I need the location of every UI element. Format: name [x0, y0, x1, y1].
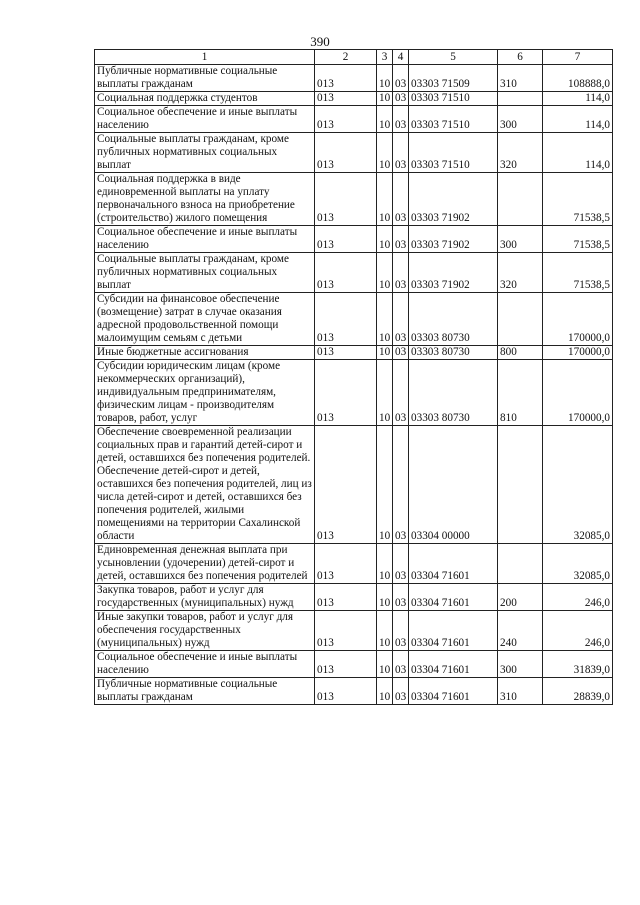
row-amount: 32085,0 — [543, 544, 613, 584]
row-ministry-code: 013 — [315, 426, 377, 544]
row-name: Иные закупки товаров, работ и услуг для обеспечения государственных (муниципальных) нужд — [95, 611, 315, 651]
table-row — [95, 611, 613, 651]
column-header-ministry: 2 — [315, 50, 377, 65]
row-expense-type-code: 310 — [498, 65, 543, 92]
row-section-code: 10 — [377, 651, 393, 678]
row-subsection-code: 03 — [393, 65, 409, 92]
row-expense-type-code — [498, 544, 543, 584]
row-name: Закупка товаров, работ и услуг для государственных (муниципальных) нужд — [95, 584, 315, 611]
row-section-code: 10 — [377, 360, 393, 426]
row-amount: 170000,0 — [543, 346, 613, 360]
row-expense-type-code — [498, 426, 543, 544]
row-target-code: 03304 71601 — [409, 544, 498, 584]
row-subsection-code: 03 — [393, 651, 409, 678]
column-header-name: 1 — [95, 50, 315, 65]
row-section-code: 10 — [377, 65, 393, 92]
row-section-code: 10 — [377, 133, 393, 173]
row-ministry-code: 013 — [315, 226, 377, 253]
row-amount: 114,0 — [543, 106, 613, 133]
row-name: Социальное обеспечение и иные выплаты населению — [95, 106, 315, 133]
row-amount: 71538,5 — [543, 173, 613, 226]
row-section-code: 10 — [377, 106, 393, 133]
row-subsection-code: 03 — [393, 92, 409, 106]
column-header-target: 5 — [409, 50, 498, 65]
row-section-code: 10 — [377, 173, 393, 226]
row-ministry-code: 013 — [315, 678, 377, 705]
page-number: 390 — [310, 34, 330, 49]
table-row — [95, 360, 613, 426]
row-target-code: 03303 71902 — [409, 253, 498, 293]
column-header-subsection: 4 — [393, 50, 409, 65]
row-amount: 28839,0 — [543, 678, 613, 705]
row-ministry-code: 013 — [315, 611, 377, 651]
row-amount: 108888,0 — [543, 65, 613, 92]
row-target-code: 03304 71601 — [409, 611, 498, 651]
table-row — [95, 651, 613, 678]
column-header-amount: 7 — [543, 50, 613, 65]
table-body — [95, 65, 613, 705]
row-target-code: 03303 80730 — [409, 360, 498, 426]
table-row — [95, 293, 613, 346]
row-subsection-code: 03 — [393, 544, 409, 584]
row-name: Иные бюджетные ассигнования — [95, 346, 315, 360]
row-subsection-code: 03 — [393, 106, 409, 133]
row-amount: 71538,5 — [543, 253, 613, 293]
row-expense-type-code: 320 — [498, 253, 543, 293]
table-row — [95, 133, 613, 173]
row-name: Социальное обеспечение и иные выплаты населению — [95, 226, 315, 253]
row-section-code: 10 — [377, 544, 393, 584]
row-ministry-code: 013 — [315, 346, 377, 360]
row-name: Обеспечение своевременной реализации социальных прав и гарантий детей-сирот и детей, оставшихся без попечения родителей. Обеспечение детей-сирот и детей, оставшихся без попечения родителей, лиц из числа детей-сирот и детей, оставшихся без попечения родителей, жилыми помещениями на территории Сахалинской области — [95, 426, 315, 544]
row-amount: 114,0 — [543, 92, 613, 106]
budget-table — [94, 49, 613, 705]
table-row — [95, 173, 613, 226]
row-target-code: 03303 71902 — [409, 173, 498, 226]
row-target-code: 03304 71601 — [409, 651, 498, 678]
row-amount: 114,0 — [543, 133, 613, 173]
row-ministry-code: 013 — [315, 544, 377, 584]
row-section-code: 10 — [377, 293, 393, 346]
row-subsection-code: 03 — [393, 173, 409, 226]
row-amount: 32085,0 — [543, 426, 613, 544]
table-row — [95, 253, 613, 293]
row-target-code: 03304 00000 — [409, 426, 498, 544]
row-name: Социальные выплаты гражданам, кроме публичных нормативных социальных выплат — [95, 133, 315, 173]
row-ministry-code: 013 — [315, 651, 377, 678]
row-section-code: 10 — [377, 226, 393, 253]
row-expense-type-code: 310 — [498, 678, 543, 705]
row-name: Социальная поддержка в виде единовременной выплаты на уплату первоначального взноса на приобретение (строительство) жилого помещения — [95, 173, 315, 226]
row-target-code: 03303 71902 — [409, 226, 498, 253]
row-subsection-code: 03 — [393, 360, 409, 426]
row-subsection-code: 03 — [393, 611, 409, 651]
row-amount: 170000,0 — [543, 293, 613, 346]
row-ministry-code: 013 — [315, 584, 377, 611]
row-subsection-code: 03 — [393, 133, 409, 173]
row-name: Публичные нормативные социальные выплаты гражданам — [95, 65, 315, 92]
row-ministry-code: 013 — [315, 173, 377, 226]
row-expense-type-code: 320 — [498, 133, 543, 173]
row-ministry-code: 013 — [315, 92, 377, 106]
row-section-code: 10 — [377, 678, 393, 705]
row-expense-type-code: 300 — [498, 651, 543, 678]
row-amount: 71538,5 — [543, 226, 613, 253]
row-subsection-code: 03 — [393, 584, 409, 611]
row-section-code: 10 — [377, 611, 393, 651]
row-ministry-code: 013 — [315, 360, 377, 426]
table-row — [95, 65, 613, 92]
row-name: Социальные выплаты гражданам, кроме публичных нормативных социальных выплат — [95, 253, 315, 293]
row-name: Субсидии на финансовое обеспечение (возмещение) затрат в случае оказания адресной продовольственной помощи малоимущим семьям с детьми — [95, 293, 315, 346]
row-expense-type-code — [498, 173, 543, 226]
row-subsection-code: 03 — [393, 226, 409, 253]
row-subsection-code: 03 — [393, 346, 409, 360]
row-expense-type-code: 800 — [498, 346, 543, 360]
row-target-code: 03303 71510 — [409, 133, 498, 173]
row-amount: 31839,0 — [543, 651, 613, 678]
row-target-code: 03304 71601 — [409, 584, 498, 611]
row-expense-type-code — [498, 92, 543, 106]
row-expense-type-code — [498, 293, 543, 346]
table-row — [95, 92, 613, 106]
row-expense-type-code: 810 — [498, 360, 543, 426]
row-ministry-code: 013 — [315, 293, 377, 346]
row-target-code: 03303 80730 — [409, 346, 498, 360]
row-amount: 246,0 — [543, 611, 613, 651]
row-section-code: 10 — [377, 253, 393, 293]
row-amount: 170000,0 — [543, 360, 613, 426]
row-section-code: 10 — [377, 584, 393, 611]
row-ministry-code: 013 — [315, 65, 377, 92]
table-row — [95, 106, 613, 133]
row-target-code: 03303 71509 — [409, 65, 498, 92]
row-ministry-code: 013 — [315, 133, 377, 173]
row-amount: 246,0 — [543, 584, 613, 611]
row-subsection-code: 03 — [393, 426, 409, 544]
row-subsection-code: 03 — [393, 293, 409, 346]
row-expense-type-code: 300 — [498, 226, 543, 253]
row-name: Субсидии юридическим лицам (кроме некоммерческих организаций), индивидуальным предпринимателям, физическим лицам - производителям товаров, работ, услуг — [95, 360, 315, 426]
table-row — [95, 426, 613, 544]
row-target-code: 03303 80730 — [409, 293, 498, 346]
row-expense-type-code: 240 — [498, 611, 543, 651]
row-name: Публичные нормативные социальные выплаты гражданам — [95, 678, 315, 705]
table-row — [95, 678, 613, 705]
table-row — [95, 226, 613, 253]
row-name: Единовременная денежная выплата при усыновлении (удочерении) детей-сирот и детей, оставшихся без попечения родителей — [95, 544, 315, 584]
row-name: Социальная поддержка студентов — [95, 92, 315, 106]
table-row — [95, 584, 613, 611]
row-section-code: 10 — [377, 346, 393, 360]
row-subsection-code: 03 — [393, 678, 409, 705]
row-ministry-code: 013 — [315, 106, 377, 133]
row-section-code: 10 — [377, 92, 393, 106]
row-expense-type-code: 200 — [498, 584, 543, 611]
row-target-code: 03304 71601 — [409, 678, 498, 705]
table-row — [95, 544, 613, 584]
row-target-code: 03303 71510 — [409, 106, 498, 133]
table-row — [95, 346, 613, 360]
row-target-code: 03303 71510 — [409, 92, 498, 106]
table-header-row — [95, 50, 613, 65]
row-name: Социальное обеспечение и иные выплаты населению — [95, 651, 315, 678]
row-expense-type-code: 300 — [498, 106, 543, 133]
row-ministry-code: 013 — [315, 253, 377, 293]
column-header-expense-type: 6 — [498, 50, 543, 65]
row-section-code: 10 — [377, 426, 393, 544]
column-header-section: 3 — [377, 50, 393, 65]
row-subsection-code: 03 — [393, 253, 409, 293]
